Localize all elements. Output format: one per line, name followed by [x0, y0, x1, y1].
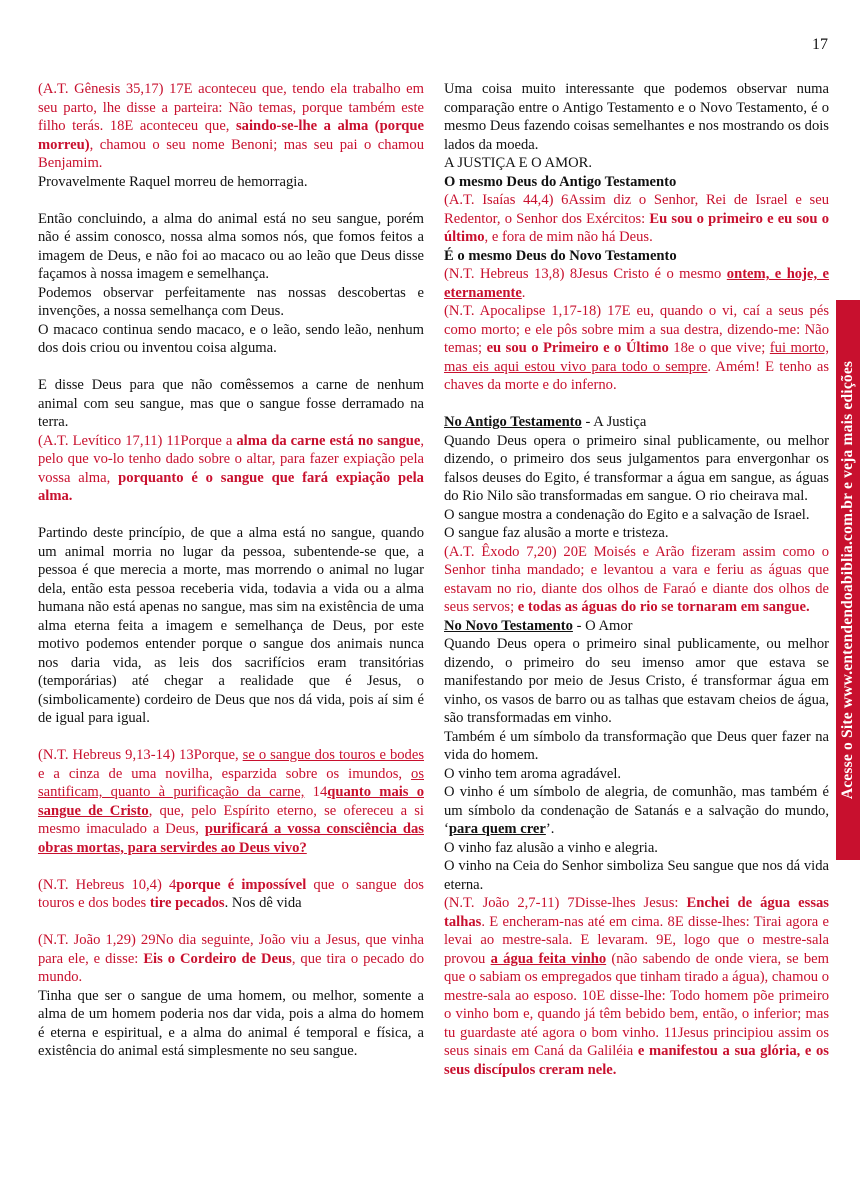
text-run: O sangue mostra a condenação do Egito e a salvação de Israel.: [444, 506, 810, 523]
text-run: Provavelmente Raquel morreu de hemorragia.: [38, 173, 308, 190]
paragraph: [444, 857, 829, 894]
paragraph: [444, 839, 829, 858]
subheading: [444, 247, 829, 266]
text-run: .: [521, 284, 526, 301]
text-run: os santificam, quanto à purificação da carne,: [38, 765, 424, 800]
text-run: (N.T. Hebreus 13,8) 8Jesus Cristo é o mesmo: [444, 266, 727, 282]
text-run: , pelo que vo-lo tenho dado sobre o altar, para fazer expiação pela vossa alma,: [38, 432, 424, 486]
text-run: (A.T. Levítico 17,11) 11Porque a: [38, 432, 237, 449]
text-run: (A.T. Êxodo 7,20) 20E Moisés e Arão fizeram assim como o Senhor tinha mandado; e levantou a vara e feriu as águas que estavam no rio, diante dos olhos de Faraó e diante dos olhos de seus servos;: [444, 543, 829, 615]
text-run: . Amém! E tenho as chaves da morte e do inferno.: [444, 358, 829, 393]
text-run: porque é impossível: [176, 876, 307, 893]
text-run: O vinho tem aroma agradável.: [444, 765, 622, 782]
text-run: (N.T. Hebreus 10,4) 4: [38, 876, 177, 893]
paragraph: [38, 987, 424, 1061]
text-run: Tinha que ser o sangue de uma homem, ou melhor, somente a alma de um homem poderia nos dar vida, pois a alma do homem é eterna e espiritual, e a alma do animal é temporal e física, a existência do animal está simplesmente no seu sangue.: [38, 987, 424, 1059]
text-run: É o mesmo Deus do Novo Testamento: [444, 247, 677, 264]
paragraph: [444, 524, 829, 543]
scripture-quote: [38, 432, 424, 506]
scripture-quote: [444, 265, 829, 302]
scripture-quote: [444, 894, 829, 1079]
text-run: - A Justiça: [581, 414, 647, 430]
scripture-quote: [38, 931, 424, 987]
text-run: Enchei de água essas talhas: [444, 895, 829, 930]
section-heading: [444, 154, 829, 173]
text-run: para quem crer: [448, 821, 546, 837]
text-run: O sangue faz alusão a morte e tristeza.: [444, 525, 669, 541]
text-run: O vinho na Ceia do Senhor simboliza Seu sangue que nos dá vida eterna.: [444, 858, 829, 893]
text-run: quanto mais o sangue de Cristo: [38, 784, 424, 819]
subheading: [444, 413, 829, 432]
text-run: , e fora de mim não há Deus.: [484, 229, 653, 245]
text-run: (N.T. Hebreus 9,13-14) 13Porque,: [38, 747, 243, 763]
text-run: eu sou o Primeiro e o Último: [486, 340, 669, 356]
text-run: e manifestou a sua glória, e os seus discípulos creram nele.: [444, 1043, 829, 1078]
text-run: , que tira o pecado do mundo.: [38, 950, 424, 985]
text-run: . E encheram-nas até em cima. 8E disse-lhes: Tirai agora e levai ao mestre-sala. E levaram. 9E, logo que o mestre-sala provou: [444, 913, 829, 967]
text-run: (não sabendo de onde viera, se bem que o sabiam os empregados que tinham tirado a água), chamou o mestre-sala ao esposo. 10E disse-lhe: Todo homem põe primeiro o vinho bom e, quando já têm bebido bem, então, o inferior; mas tu guardaste até agora o bom vinho. 11Jesus principiou assim os seus sinais em Caná da Galiléia: [444, 950, 829, 1059]
text-run: Eis o Cordeiro de Deus: [143, 950, 292, 967]
subheading: [444, 617, 829, 636]
text-run: 14: [304, 784, 328, 800]
paragraph: [444, 506, 829, 525]
text-run: (A.T. Isaías 44,4) 6Assim diz o Senhor, Rei de Israel e seu Redentor, o Senhor dos Exércitos:: [444, 192, 829, 227]
text-run: O vinho é um símbolo de alegria, de comunhão, mas também é um símbolo da condenação de Satanás e a salvação do mundo, ‘: [444, 784, 829, 837]
site-banner[interactable]: [836, 300, 860, 860]
paragraph: [444, 432, 829, 506]
text-run: e todas as águas do rio se tornaram em sangue.: [517, 599, 810, 615]
left-column: [38, 80, 424, 1061]
text-run: Partindo deste princípio, de que a alma está no sangue, quando um animal morria no lugar da pessoa, subentende-se que, a pessoa é que merecia a morte, mas morrendo o animal no lugar dela, então esta pessoa receberia vida, todavia a vida ou a alma humana não está apenas no sangue, mas sim na existência de uma alma eterna feita a imagem e semelhança de Deus, por este motivo podemos entender porque o sangue dos animais nunca nos daria vida, as leis dos sacrifícios eram transitórias (temporárias) até chegar a realidade que é Jesus, o (simbolicamente) cordeiro de Deus que nos dá vida, pois aí sim é de igual para igual.: [38, 525, 424, 726]
text-run: Quando Deus opera o primeiro sinal publicamente, ou melhor dizendo, o primeiro dos seus julgamentos para envergonhar os falsos deuses do Egito, é transformar a água em sangue, as águas do Rio Nilo são transformadas em sangue. O rio cheirava mal.: [444, 432, 829, 504]
text-run: que o sangue dos touros e dos bodes: [38, 876, 424, 911]
paragraph: [38, 524, 424, 728]
text-run: A JUSTIÇA E O AMOR.: [444, 155, 592, 171]
text-run: 18e o que vive;: [668, 340, 770, 356]
text-run: se o sangue dos touros e bodes: [242, 747, 425, 763]
text-run: . Nos dê vida: [224, 895, 302, 911]
paragraph: [444, 765, 829, 784]
text-run: Uma coisa muito interessante que podemos observar numa comparação entre o Antigo Testamento e o Novo Testamento, é o mesmo Deus fazendo coisas semelhantes e nos mostrando os dois lados da moeda.: [444, 81, 829, 153]
paragraph: [38, 376, 424, 432]
paragraph: [38, 173, 424, 192]
paragraph: [38, 80, 424, 173]
text-run: No Novo Testamento: [444, 617, 573, 634]
text-run: O macaco continua sendo macaco, e o leão, sendo leão, nenhum dos dois criou ou inventou coisa alguma.: [38, 321, 424, 356]
text-run: ’.: [545, 821, 555, 837]
text-run: purificará a vossa consciência das obras mortas, para servirdes ao Deus vivo?: [38, 821, 424, 856]
paragraph: [444, 728, 829, 765]
text-run: e a cinza de uma novilha, esparzida sobre os imundos,: [38, 765, 412, 782]
text-run: E disse Deus para que não comêssemos a carne de nenhum animal com seu sangue, mas que o sangue fosse derramado na terra.: [38, 377, 424, 430]
text-run: tire pecados: [149, 895, 225, 911]
paragraph: [444, 783, 829, 839]
paragraph: [444, 635, 829, 728]
text-run: - O Amor: [572, 617, 633, 634]
text-run: Eu sou o primeiro e eu sou o último: [444, 210, 829, 245]
scripture-quote: [38, 876, 424, 913]
text-run: alma da carne está no sangue: [236, 432, 421, 449]
paragraph: [38, 321, 424, 358]
text-run: fui morto, mas eis aqui estou vivo para todo o sempre: [444, 340, 829, 375]
subheading: [444, 173, 829, 192]
text-run: Podemos observar perfeitamente nas nossas descobertas e invenções, a nossa semelhança com Deus.: [38, 284, 424, 319]
text-run: (N.T. João 1,29) 29No dia seguinte, João viu a Jesus, que vinha para ele, e disse:: [38, 932, 424, 967]
text-run: (A.T. Gênesis 35,17) 17E aconteceu que, tendo ela trabalho em seu parto, lhe disse a parteira: Não temas, porque também este filho terás. 18E aconteceu que,: [38, 81, 424, 134]
text-run: saindo-se-lhe a alma (porque morreu): [38, 118, 424, 153]
text-run: O mesmo Deus do Antigo Testamento: [444, 173, 677, 190]
page-number: 17: [812, 36, 828, 53]
scripture-quote: [444, 191, 829, 247]
text-run: O vinho faz alusão a vinho e alegria.: [444, 839, 658, 856]
text-run: No Antigo Testamento: [444, 414, 582, 430]
scripture-quote: [38, 746, 424, 857]
text-run: ontem, e hoje, e eternamente: [444, 266, 830, 301]
text-run: Quando Deus opera o primeiro sinal publicamente, ou melhor dizendo, o primeiro do seu imenso amor que estava se manifestando por meio de Jesus Cristo, é transformar água em vinho, os vasos de barro ou as talhas que estavam cheios de água, são transformadas em vinho.: [444, 636, 829, 726]
site-banner-text: Acesse o Site www.entendendoabiblia.com.br e veja mais edições: [839, 360, 856, 800]
text-run: Também é um símbolo da transformação que Deus quer fazer na vida do homem.: [444, 728, 829, 763]
paragraph: [444, 80, 829, 154]
paragraph: [38, 284, 424, 321]
text-run: Então concluindo, a alma do animal está no seu sangue, porém não é assim conosco, nossa alma somos nós, que fomos feitos a imagem de Deus, e não foi ao macaco ou ao leão que Deus disse façamos à nossa imagem e semelhança.: [38, 210, 424, 282]
text-run: , que, pelo Espírito eterno, se ofereceu a si mesmo imaculado a Deus,: [38, 802, 424, 837]
paragraph: [38, 210, 424, 284]
right-column: [444, 80, 829, 1079]
text-run: , chamou o seu nome Benoni; mas seu pai o chamou Benjamim.: [38, 136, 424, 171]
text-run: porquanto é o sangue que fará expiação pela alma.: [38, 469, 424, 504]
text-run: (N.T. João 2,7-11) 7Disse-lhes Jesus:: [444, 895, 687, 911]
text-run: (N.T. Apocalipse 1,17-18) 17E eu, quando o vi, caí a seus pés como morto; e ele pôs sobre mim a sua destra, dizendo-me: Não temas;: [444, 303, 829, 356]
scripture-quote: [444, 543, 829, 617]
text-run: a água feita vinho: [490, 950, 607, 967]
scripture-quote: [444, 302, 829, 395]
